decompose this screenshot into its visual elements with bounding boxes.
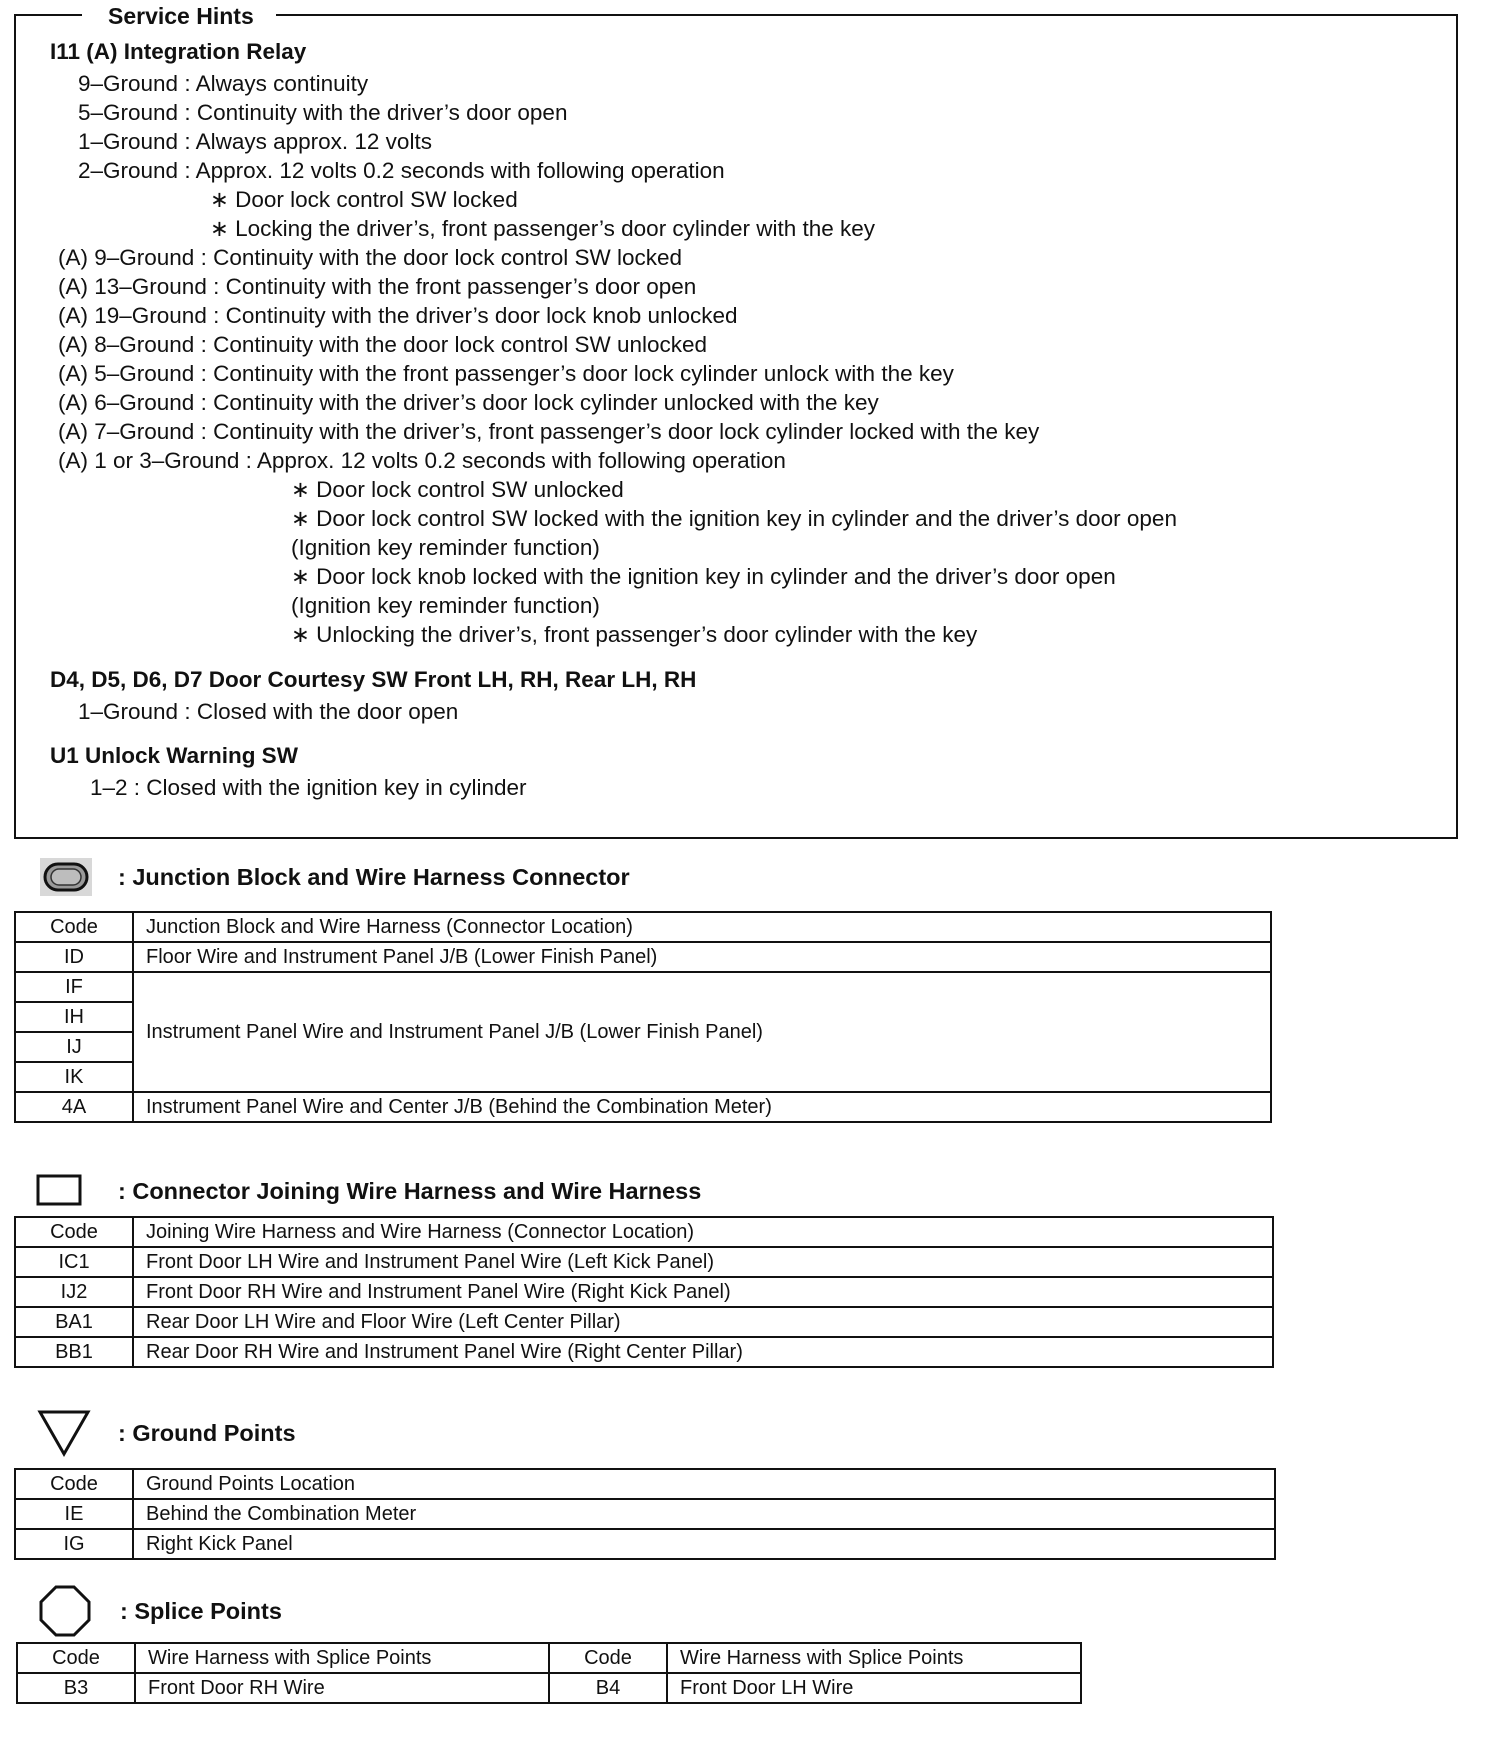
- code-cell: B3: [17, 1673, 135, 1703]
- desc-cell: Front Door LH Wire: [667, 1673, 1081, 1703]
- desc-header: Joining Wire Harness and Wire Harness (Connector Location): [133, 1217, 1273, 1247]
- table-header-row: [15, 912, 1271, 942]
- code-header: Code: [15, 1469, 133, 1499]
- hint-line: ∗ Door lock control SW locked with the ignition key in cylinder and the driver’s door open: [291, 506, 1177, 531]
- code-cell: IH: [15, 1002, 133, 1032]
- table-row: [15, 972, 1271, 1002]
- ground-points-table: [14, 1468, 1276, 1560]
- table-row: [15, 1092, 1271, 1122]
- junction-block-table: [14, 911, 1272, 1123]
- integration-relay-heading: I11 (A) Integration Relay: [50, 39, 307, 64]
- desc-cell: Front Door LH Wire and Instrument Panel Wire (Left Kick Panel): [133, 1247, 1273, 1277]
- hint-line: 1–Ground : Closed with the door open: [78, 699, 459, 724]
- triangle-icon: [36, 1408, 92, 1458]
- code-header: Code: [15, 1217, 133, 1247]
- door-courtesy-heading: D4, D5, D6, D7 Door Courtesy SW Front LH, RH, Rear LH, RH: [50, 667, 697, 692]
- hint-line: (A) 5–Ground : Continuity with the front passenger’s door lock cylinder unlock with the key: [58, 361, 954, 386]
- junction-block-icon: [38, 856, 94, 898]
- hint-line: 2–Ground : Approx. 12 volts 0.2 seconds with following operation: [78, 158, 725, 183]
- table-row: [15, 942, 1271, 972]
- table-row: [15, 1277, 1273, 1307]
- hint-line: (A) 7–Ground : Continuity with the driver’s, front passenger’s door lock cylinder locked with the key: [58, 419, 1040, 444]
- table-header-row: [15, 1217, 1273, 1247]
- hint-line: (Ignition key reminder function): [291, 535, 600, 560]
- junction-block-title: : Junction Block and Wire Harness Connector: [118, 864, 630, 890]
- code-cell: IJ: [15, 1032, 133, 1062]
- desc-cell: Behind the Combination Meter: [133, 1499, 1275, 1529]
- hint-line: ∗ Door lock control SW unlocked: [291, 477, 624, 502]
- unlock-warning-heading: U1 Unlock Warning SW: [50, 743, 298, 768]
- table-row: [15, 1499, 1275, 1529]
- table-row: [15, 1337, 1273, 1367]
- desc-cell: Instrument Panel Wire and Center J/B (Behind the Combination Meter): [133, 1092, 1271, 1122]
- code-cell: ID: [15, 942, 133, 972]
- hint-line: 5–Ground : Continuity with the driver’s door open: [78, 100, 568, 125]
- desc-header: Ground Points Location: [133, 1469, 1275, 1499]
- hint-line: (A) 19–Ground : Continuity with the driver’s door lock knob unlocked: [58, 303, 738, 328]
- ground-points-title: : Ground Points: [118, 1420, 296, 1446]
- code-cell: IK: [15, 1062, 133, 1092]
- code-header: Code: [15, 912, 133, 942]
- desc-cell: Front Door RH Wire: [135, 1673, 549, 1703]
- code-cell: IF: [15, 972, 133, 1002]
- desc-cell: Instrument Panel Wire and Instrument Panel J/B (Lower Finish Panel): [133, 972, 1271, 1092]
- table-row: [15, 1307, 1273, 1337]
- service-hints-box: [14, 3, 1458, 839]
- desc-cell: Rear Door RH Wire and Instrument Panel Wire (Right Center Pillar): [133, 1337, 1273, 1367]
- table-row: [15, 1247, 1273, 1277]
- hint-line: ∗ Door lock control SW locked: [210, 187, 518, 212]
- connector-joining-table: [14, 1216, 1274, 1368]
- desc-header: Junction Block and Wire Harness (Connector Location): [133, 912, 1271, 942]
- rectangle-icon: [36, 1174, 84, 1208]
- desc-cell: Right Kick Panel: [133, 1529, 1275, 1559]
- code-cell: B4: [549, 1673, 667, 1703]
- code-cell: IG: [15, 1529, 133, 1559]
- hint-line: 9–Ground : Always continuity: [78, 71, 369, 96]
- hint-line: (A) 8–Ground : Continuity with the door lock control SW unlocked: [58, 332, 708, 357]
- code-cell: BA1: [15, 1307, 133, 1337]
- code-cell: IE: [15, 1499, 133, 1529]
- code-header: Code: [17, 1643, 135, 1673]
- splice-points-title: : Splice Points: [120, 1598, 282, 1624]
- code-cell: 4A: [15, 1092, 133, 1122]
- hint-line: 1–2 : Closed with the ignition key in cylinder: [90, 775, 527, 800]
- service-hints-title: Service Hints: [82, 3, 276, 29]
- desc-cell: Rear Door LH Wire and Floor Wire (Left Center Pillar): [133, 1307, 1273, 1337]
- code-cell: IJ2: [15, 1277, 133, 1307]
- hint-line: (A) 9–Ground : Continuity with the door lock control SW locked: [58, 245, 683, 270]
- hint-line: (A) 6–Ground : Continuity with the driver’s door lock cylinder unlocked with the key: [58, 390, 879, 415]
- code-cell: IC1: [15, 1247, 133, 1277]
- desc-cell: Front Door RH Wire and Instrument Panel Wire (Right Kick Panel): [133, 1277, 1273, 1307]
- code-cell: BB1: [15, 1337, 133, 1367]
- service-hints-content: [16, 16, 1456, 837]
- table-header-row: [15, 1469, 1275, 1499]
- hint-line: ∗ Locking the driver’s, front passenger’s door cylinder with the key: [210, 216, 876, 241]
- table-row: [15, 1529, 1275, 1559]
- desc-header: Wire Harness with Splice Points: [135, 1643, 549, 1673]
- splice-points-table: [16, 1642, 1082, 1704]
- table-row: [17, 1673, 1081, 1703]
- desc-header: Wire Harness with Splice Points: [667, 1643, 1081, 1673]
- hint-line: (A) 1 or 3–Ground : Approx. 12 volts 0.2 seconds with following operation: [58, 448, 786, 473]
- octagon-icon: [38, 1584, 92, 1638]
- table-header-row: [17, 1643, 1081, 1673]
- desc-cell: Floor Wire and Instrument Panel J/B (Lower Finish Panel): [133, 942, 1271, 972]
- connector-joining-title: : Connector Joining Wire Harness and Wire Harness: [118, 1178, 702, 1204]
- hint-line: 1–Ground : Always approx. 12 volts: [78, 129, 432, 154]
- hint-line: ∗ Door lock knob locked with the ignition key in cylinder and the driver’s door open: [291, 564, 1116, 589]
- hint-line: (Ignition key reminder function): [291, 593, 600, 618]
- code-header: Code: [549, 1643, 667, 1673]
- hint-line: ∗ Unlocking the driver’s, front passenger’s door cylinder with the key: [291, 622, 978, 647]
- hint-line: (A) 13–Ground : Continuity with the front passenger’s door open: [58, 274, 697, 299]
